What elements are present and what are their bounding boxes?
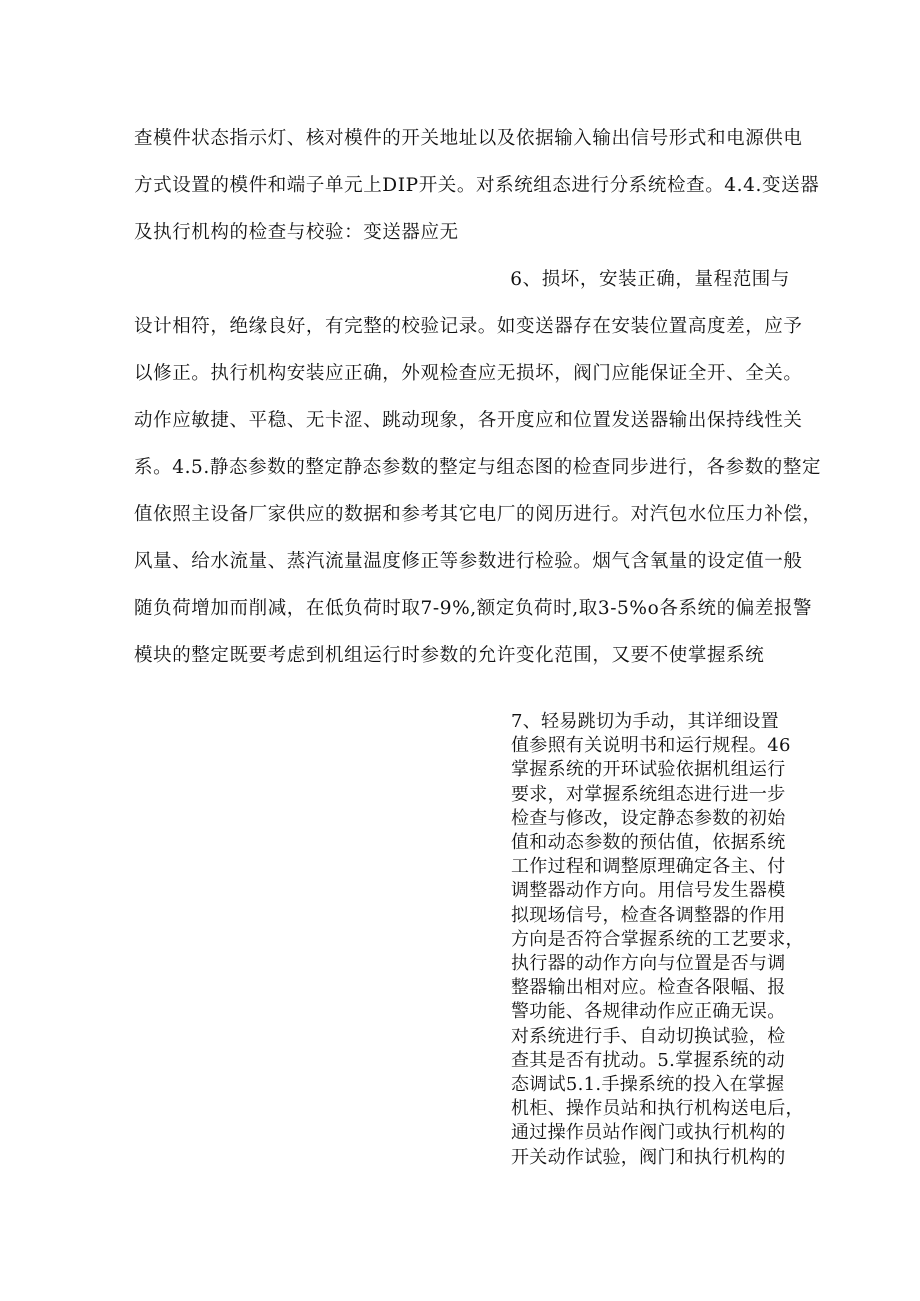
- column-line: 开关动作试验，阀门和执行机构的: [511, 1146, 786, 1168]
- column-line: 拟现场信号，检查各调整器的作用: [511, 904, 786, 926]
- paragraph-line: 查模件状态指示灯、核对模件的开关地址以及依据输入输出信号形式和电源供电: [134, 128, 803, 149]
- column-line: 值和动态参数的预估值，依据系统: [511, 832, 786, 854]
- column-line: 掌握系统的开环试验依据机组运行: [511, 759, 786, 781]
- paragraph-line: 及执行机构的检查与校验：变送器应无: [134, 222, 459, 243]
- paragraph-line: 随负荷增加而削减，在低负荷时取7-9%,额定负荷时,取3-5%o各系统的偏差报警: [134, 598, 813, 619]
- paragraph-line: 动作应敏捷、平稳、无卡涩、跳动现象，各开度应和位置发送器输出保持线性关: [134, 410, 803, 431]
- column-line: 警功能、各规律动作应正确无误。: [511, 1001, 786, 1023]
- column-line: 调整器动作方向。用信号发生器模: [511, 880, 786, 902]
- column-line: 通过操作员站作阀门或执行机构的: [511, 1122, 786, 1144]
- column-line: 值参照有关说明书和运行规程。46: [511, 735, 791, 757]
- column-line: 查其是否有扰动。5.掌握系统的动: [511, 1049, 785, 1071]
- column-line: 执行器的动作方向与位置是否与调: [511, 953, 786, 975]
- column-line: 要求，对掌握系统组态进行进一步: [511, 783, 786, 805]
- paragraph-line: 方式设置的模件和端子单元上DIP开关。对系统组态进行分系统检查。4.4.变送器: [134, 175, 820, 196]
- column-line: 方向是否符合掌握系统的工艺要求，: [511, 928, 804, 950]
- column-line: 整器输出相对应。检查各限幅、报: [511, 977, 786, 999]
- paragraph-line: 值依照主设备厂家供应的数据和参考其它电厂的阅历进行。对汽包水位压力补偿，: [134, 504, 822, 525]
- paragraph-line: 设计相符，绝缘良好，有完整的校验记录。如变送器存在安装位置高度差，应予: [134, 316, 803, 337]
- column-line: 态调试5.1.手操系统的投入在掌握: [511, 1074, 785, 1096]
- column-line: 机柜、操作员站和执行机构送电后，: [511, 1098, 804, 1120]
- paragraph-line: 以修正。执行机构安装应正确，外观检查应无损坏，阀门应能保证全开、全关。: [134, 363, 803, 384]
- paragraph-line: 系。4.5.静态参数的整定静态参数的整定与组态图的检查同步进行，各参数的整定: [134, 457, 822, 478]
- paragraph-line: 模块的整定既要考虑到机组运行时参数的允许变化范围，又要不使掌握系统: [134, 645, 765, 666]
- right-column-text: [511, 710, 804, 1170]
- paragraph-line: 风量、给水流量、蒸汽流量温度修正等参数进行检验。烟气含氧量的设定值一般: [134, 551, 803, 572]
- column-line: 检查与修改，设定静态参数的初始: [511, 807, 786, 829]
- column-line: 工作过程和调整原理确定各主、付: [511, 856, 786, 878]
- column-line: 对系统进行手、自动切换试验，检: [511, 1025, 786, 1047]
- paragraph-line: 6、损坏，安装正确，量程范围与: [510, 269, 790, 290]
- column-line: 7、轻易跳切为手动，其详细设置: [511, 711, 779, 732]
